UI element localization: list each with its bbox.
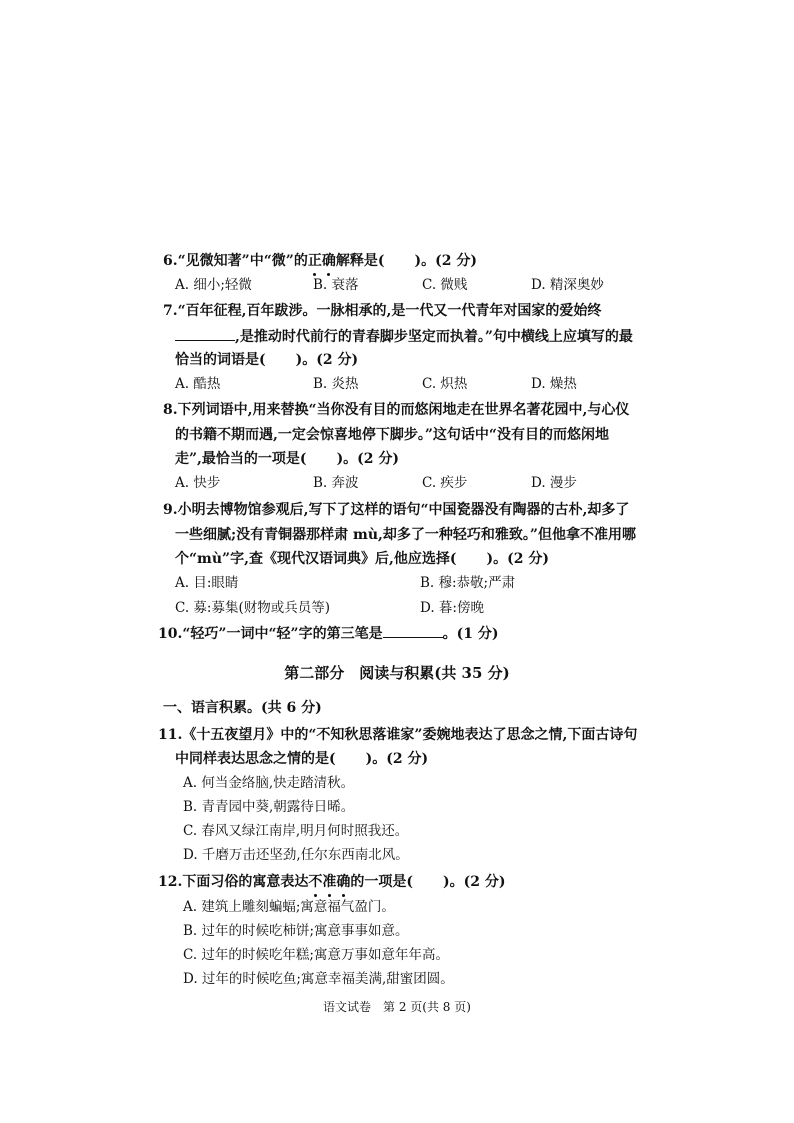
- question-8-line3: 走”,最恰当的一项是( )。(2 分): [175, 451, 400, 467]
- question-number: 9.: [163, 502, 178, 518]
- option-a[interactable]: A. 快步: [175, 475, 221, 491]
- question-9: 9.小明去博物馆参观后,写下了这样的语句“中国瓷器没有陶器的古朴,却多了: [163, 502, 630, 518]
- question-7-line2: ,是推动时代前行的青春脚步坚定而执着。”句中横线上应填写的最: [175, 326, 633, 347]
- question-9-line3: 个“mù”字,查《现代汉语词典》后,他应选择( )。(2 分): [175, 551, 549, 567]
- question-7: 7.“百年征程,百年跋涉。一脉相承的,是一代又一代青年对国家的爱始终: [163, 303, 602, 319]
- question-number: 11.: [158, 727, 183, 743]
- question-6: 6.“见微知著”中“微”的正确解释是( )。(2 分): [163, 253, 477, 269]
- question-number: 12.: [158, 874, 183, 890]
- option-c[interactable]: C. 疾步: [422, 475, 468, 491]
- fill-blank[interactable]: [175, 326, 235, 341]
- question-9-line2: 一些细腻;没有青铜器那样肃 mù,却多了一种轻巧和雅致。”但他拿不准用哪: [175, 527, 636, 543]
- fill-blank[interactable]: [383, 623, 443, 638]
- option-a[interactable]: A. 建筑上雕刻蝙蝠;寓意福气盈门。: [183, 899, 395, 915]
- option-c[interactable]: C. 过年的时候吃年糕;寓意万事如意年年高。: [183, 947, 449, 963]
- question-8: 8.下列词语中,用来替换“当你没有目的而悠闲地走在世界名著花园中,与心仪: [163, 402, 630, 418]
- question-number: 6.: [163, 253, 178, 269]
- option-a[interactable]: A. 何当金络脑,快走踏清秋。: [183, 775, 355, 791]
- option-b[interactable]: B. 奔波: [313, 475, 359, 491]
- question-number: 10.: [158, 626, 183, 642]
- option-b[interactable]: B. 青青园中葵,朝露待日晞。: [183, 799, 355, 815]
- option-a[interactable]: A. 目:眼睛: [175, 575, 239, 591]
- option-b[interactable]: B. 炎热: [313, 376, 359, 392]
- option-a[interactable]: A. 酷热: [175, 376, 221, 392]
- option-d[interactable]: D. 精深奥妙: [531, 277, 604, 293]
- option-c[interactable]: C. 微贱: [422, 277, 468, 293]
- section-heading: 一、语言积累。(共 6 分): [163, 700, 322, 716]
- question-11: 11.《十五夜望月》中的“不知秋思落谁家”委婉地表达了思念之情,下面古诗句: [158, 727, 638, 743]
- question-10: 10.“轻巧”一词中“轻”字的第三笔是 。(1 分): [158, 623, 498, 644]
- question-12: 12.下面习俗的寓意表达不准确的一项是( )。(2 分): [158, 874, 506, 890]
- option-b[interactable]: B. 穆:恭敬;严肃: [420, 575, 516, 591]
- option-a[interactable]: A. 细小;轻微: [175, 277, 252, 293]
- option-d[interactable]: D. 漫步: [531, 475, 577, 491]
- option-c[interactable]: C. 炽热: [422, 376, 468, 392]
- question-8-line2: 的书籍不期而遇,一定会惊喜地停下脚步。”这句话中“没有目的而悠闲地: [175, 427, 609, 443]
- option-d[interactable]: D. 暮:傍晚: [420, 600, 484, 616]
- option-b[interactable]: B. 过年的时候吃柿饼;寓意事事如意。: [183, 923, 409, 939]
- option-d[interactable]: D. 燥热: [531, 376, 577, 392]
- option-c[interactable]: C. 春风又绿江南岸,明月何时照我还。: [183, 823, 409, 839]
- page-footer: 语文试卷 第 2 页(共 8 页): [323, 1000, 471, 1014]
- part-title: 第二部分 阅读与积累(共 35 分): [284, 664, 510, 682]
- option-c[interactable]: C. 募:募集(财物或兵员等): [175, 600, 331, 616]
- question-11-line2: 中同样表达思念之情的是( )。(2 分): [175, 751, 429, 767]
- option-d[interactable]: D. 千磨万击还坚劲,任尔东西南北风。: [183, 847, 409, 863]
- question-number: 7.: [163, 303, 178, 319]
- option-d[interactable]: D. 过年的时候吃鱼;寓意幸福美满,甜蜜团圆。: [183, 971, 454, 987]
- option-b[interactable]: B. 衰落: [313, 277, 359, 293]
- question-7-line3: 恰当的词语是( )。(2 分): [175, 352, 359, 368]
- question-number: 8.: [163, 402, 178, 418]
